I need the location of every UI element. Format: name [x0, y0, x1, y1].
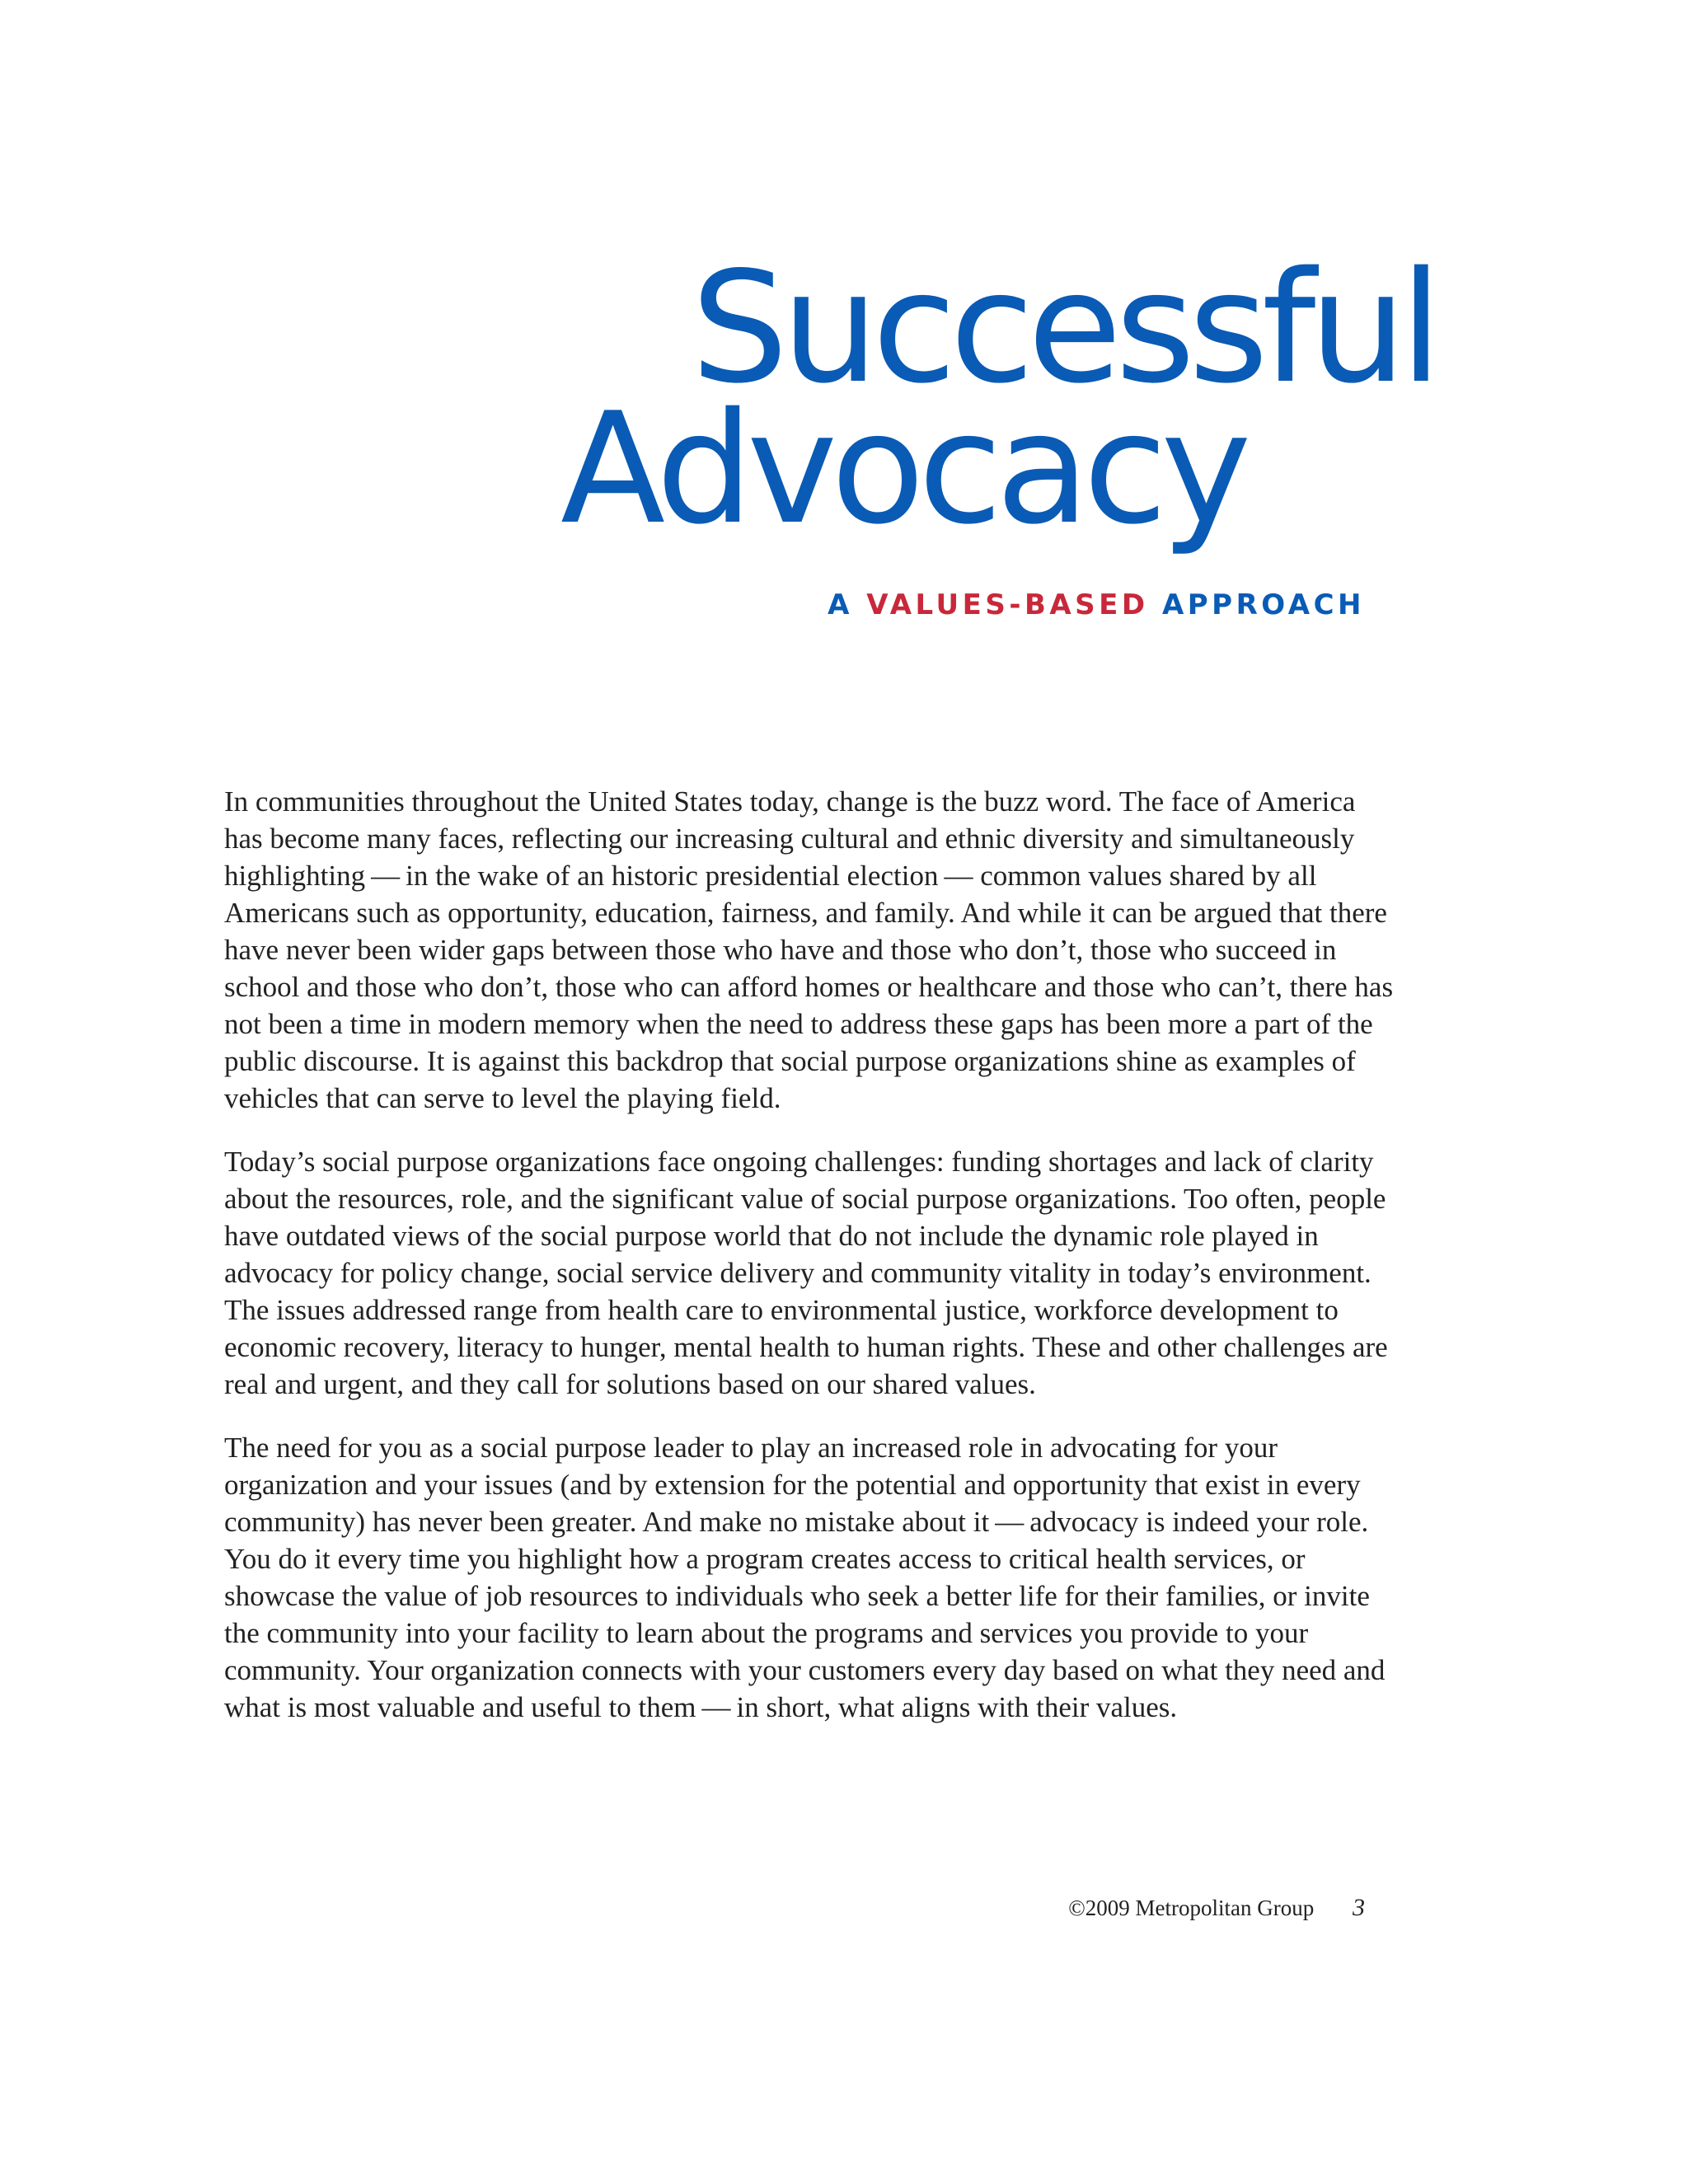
- subtitle: [828, 588, 1365, 621]
- copyright-text: ©2009 Metropolitan Group: [1068, 1896, 1315, 1920]
- subtitle-part-1: A: [828, 588, 867, 621]
- paragraph-2: Today’s social purpose organizations face ongoing challenges: funding shortages and lack of clarity about the resources, role, and the significant value of social purpose organizations. Too often, people have outdated views of the social purpose world that do not include the dynamic role played in advocacy for policy change, social service delivery and community vitality in today’s environment. The issues addressed range from health care to environmental justice, workforce development to economic recovery, literacy to hunger, mental health to human rights. These and other challenges are real and urgent, and they call for solutions based on our shared values.: [224, 1146, 1388, 1400]
- subtitle-part-2: VALUES-BASED: [866, 588, 1149, 621]
- subtitle-part-3: APPROACH: [1148, 588, 1365, 621]
- body-text: [224, 783, 1395, 1752]
- page-footer: [1068, 1894, 1365, 1922]
- paragraph-3: The need for you as a social purpose leader to play an increased role in advocating for your organization and your issues (and by extension for the potential and opportunity that exist in every community) has never been greater. And make no mistake about it — advocacy is indeed your role. You do it every time you highlight how a program creates access to critical health services, or showcase the value of job resources to individuals who seek a better life for their families, or invite the community into your facility to learn about the programs and services you provide to your community. Your organization connects with your customers every day based on what they need and what is most valuable and useful to them — in short, what aligns with their values.: [224, 1432, 1386, 1723]
- title-line-1: Successful: [691, 238, 1436, 417]
- title-line-2: Advocacy: [560, 379, 1245, 558]
- page-number: 3: [1353, 1894, 1365, 1921]
- paragraph-1: In communities throughout the United States today, change is the buzz word. The face of America has become many faces, reflecting our increasing cultural and ethnic diversity and simultaneously highlighting — in the wake of an historic presidential election — common values shared by all Americans such as opportunity, education, fairness, and family. And while it can be argued that there have never been wider gaps between those who have and those who don’t, those who succeed in school and those who don’t, those who can afford homes or healthcare and those who can’t, there has not been a time in modern memory when the need to address these gaps has been more a part of the public discourse. It is against this backdrop that social purpose organizations shine as examples of vehicles that can serve to level the playing field.: [224, 785, 1394, 1114]
